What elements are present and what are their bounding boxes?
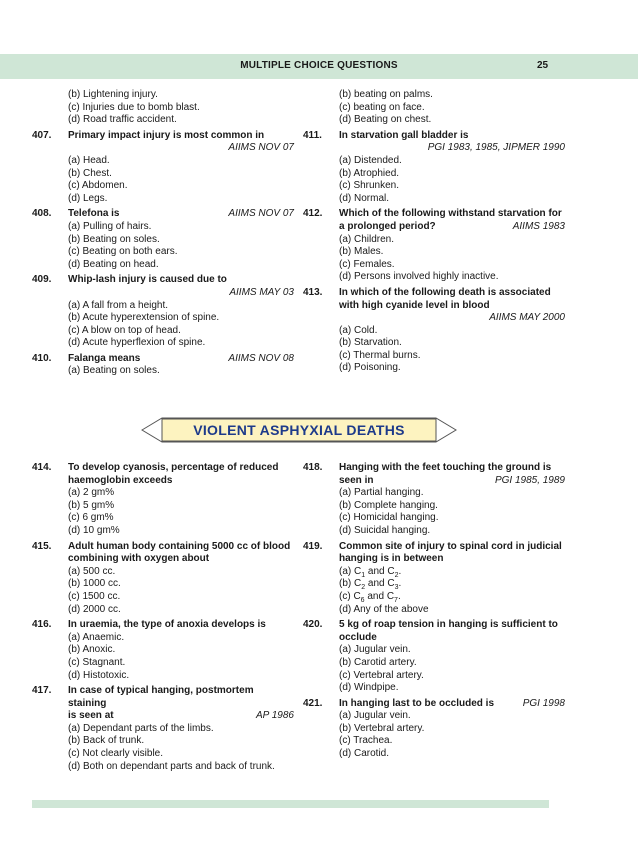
question-source: AIIMS MAY 2000 (489, 312, 565, 324)
question-412 (303, 208, 565, 284)
option: (c) Beating on both ears. (68, 246, 178, 258)
question-number: 420. (303, 619, 323, 631)
question-number: 415. (32, 540, 52, 552)
option: (a) A fall from a height. (68, 299, 169, 311)
option: (a) Beating on soles. (68, 365, 160, 377)
option: (c) Thermal burns. (339, 349, 421, 361)
question-408 (32, 208, 294, 271)
question-source: AIIMS NOV 07 (228, 142, 294, 154)
option: (b) Starvation. (339, 337, 402, 349)
option: (d) Windpipe. (339, 682, 399, 694)
option: (b) Vertebral artery. (339, 722, 425, 734)
question-number: 407. (32, 129, 52, 141)
question-419 (303, 541, 565, 617)
question-number: 417. (32, 685, 52, 697)
option: (a) Children. (339, 233, 395, 245)
question-text: In which of the following death is associated (339, 286, 551, 298)
option: (d) Beating on chest. (339, 114, 432, 126)
question-number: 412. (303, 208, 323, 220)
question-418 (303, 462, 565, 538)
option: (c) Abdomen. (68, 180, 128, 192)
option: (b) Acute hyperextension of spine. (68, 312, 220, 324)
top-left-column (32, 89, 294, 378)
option: (b) Chest. (68, 167, 112, 179)
option: (c) Shrunken. (339, 180, 400, 192)
option: (d) Both on dependant parts and back of trunk. (68, 760, 275, 772)
option: (a) Jugular vein. (339, 710, 411, 722)
section-banner (140, 416, 458, 444)
option: (b) Anoxic. (68, 644, 116, 656)
option: (a) $C_1$ and $C_2$. (339, 565, 402, 579)
option: (d) Poisoning. (339, 362, 401, 374)
option: (b) Males. (339, 246, 384, 258)
question-number: 421. (303, 697, 323, 709)
question-text: Hanging with the feet touching the ground is (339, 462, 552, 473)
option: (c) Injuries due to bomb blast. (68, 101, 200, 113)
question-number: 408. (32, 208, 52, 220)
question-source: PGI 1998 (522, 697, 565, 709)
option: (d) Road traffic accident. (68, 114, 177, 126)
option: (a) 2 gm% (68, 487, 115, 499)
option: (b) Beating on soles. (68, 233, 160, 245)
question-text: Falanga means (68, 352, 141, 364)
option: (c) A blow on top of head. (68, 324, 181, 336)
question-text: Whip-lash injury is caused due to (68, 274, 227, 286)
option: (a) 500 cc. (68, 565, 116, 577)
question-text: Common site of injury to spinal cord in judicial (339, 540, 562, 552)
option: (c) Trachea. (339, 735, 393, 747)
option: (b) beating on palms. (339, 89, 433, 100)
question-text: 5 kg of roap tension in hanging is sufficient to (339, 619, 558, 631)
option: (a) Partial hanging. (339, 487, 424, 499)
option: (c) Vertebral artery. (339, 669, 424, 681)
bottom-right-column (303, 462, 565, 761)
question-number: 410. (32, 352, 52, 364)
option: (b) $C_2$ and $C_3$. (339, 578, 402, 592)
question-number: 419. (303, 540, 323, 552)
question-text: In starvation gall bladder is (339, 129, 469, 141)
option: (b) 1000 cc. (68, 578, 121, 590)
question-410 (32, 353, 294, 378)
question-text: Telefona is (68, 208, 120, 220)
option: (b) Back of trunk. (68, 735, 145, 747)
option: (b) Complete hanging. (339, 499, 438, 511)
question-416 (32, 619, 294, 682)
option: (d) Carotid. (339, 748, 390, 760)
option: (c) $C_6$ and $C_7$. (339, 590, 401, 604)
question-number: 416. (32, 619, 52, 631)
question-text-continued: haemoglobin exceeds (68, 474, 173, 486)
question-source: AIIMS NOV 08 (228, 352, 294, 364)
question-text: Which of the following withstand starvation for (339, 208, 562, 220)
question-text: In uraemia, the type of anoxia develops is (68, 619, 266, 631)
question-413 (303, 287, 565, 375)
option: (d) Any of the above (339, 603, 429, 615)
option: (d) Suicidal hanging. (339, 524, 431, 536)
option: (c) Stagnant. (68, 656, 126, 668)
question-source: PGI 1985, 1989 (494, 474, 565, 486)
option: (a) Anaemic. (68, 631, 125, 643)
option: (d) Persons involved highly inactive. (339, 271, 499, 283)
question-421 (303, 698, 565, 761)
option: (a) Cold. (339, 324, 378, 336)
question-number: 411. (303, 129, 322, 141)
option: (c) 1500 cc. (68, 590, 121, 602)
question-407 (32, 130, 294, 206)
option: (d) 2000 cc. (68, 603, 121, 615)
option: (b) 5 gm% (68, 499, 115, 511)
question-417 (32, 685, 294, 773)
option: (c) 6 gm% (68, 512, 114, 524)
question-text: Primary impact injury is most common in (68, 129, 265, 141)
question-420 (303, 619, 565, 695)
option: (d) 10 gm% (68, 524, 120, 536)
option: (d) Acute hyperflexion of spine. (68, 337, 206, 349)
option: (c) beating on face. (339, 101, 425, 113)
question-409 (32, 274, 294, 350)
question-text: In case of typical hanging, postmortem staining (68, 685, 254, 709)
footer-band (32, 800, 549, 808)
question-text-continued: hanging is in between (339, 553, 444, 565)
question-text-continued: occlude (339, 631, 377, 643)
question-414 (32, 462, 294, 538)
question-source: AP 1986 (256, 710, 294, 722)
option: (a) Pulling of hairs. (68, 220, 152, 232)
question-text-continued: a prolonged period? (339, 220, 436, 232)
option: (d) Normal. (339, 192, 390, 204)
question-text-continued: with high cyanide level in blood (339, 299, 490, 311)
question-text: Adult human body containing 5000 cc of blood (68, 540, 291, 552)
question-source: AIIMS NOV 07 (228, 208, 294, 220)
question-text-continued: combining with oxygen about (68, 553, 210, 565)
question-number: 413. (303, 286, 323, 298)
section-title: VIOLENT ASPHYXIAL DEATHS (193, 422, 405, 438)
option: (c) Females. (339, 258, 395, 270)
question-415 (32, 541, 294, 617)
running-header-title: MULTIPLE CHOICE QUESTIONS (240, 60, 398, 71)
bottom-left-column (32, 462, 294, 773)
question-source: PGI 1983, 1985, JIPMER 1990 (427, 142, 565, 154)
continued-options (303, 89, 565, 127)
question-number: 418. (303, 462, 323, 473)
option: (b) Atrophied. (339, 167, 400, 179)
continued-options (32, 89, 294, 127)
option: (a) Head. (68, 154, 110, 166)
question-source: AIIMS MAY 03 (229, 286, 294, 298)
question-text-continued: is seen at (68, 710, 114, 722)
question-text-continued: seen in (339, 474, 374, 486)
question-source: AIIMS 1983 (512, 220, 565, 232)
option: (c) Homicidal hanging. (339, 512, 439, 524)
option: (d) Histotoxic. (68, 669, 130, 681)
option: (b) Carotid artery. (339, 656, 417, 668)
question-text: In hanging last to be occluded is (339, 697, 495, 709)
option: (a) Jugular vein. (339, 644, 411, 656)
question-411 (303, 130, 565, 206)
option: (c) Not clearly visible. (68, 748, 164, 760)
option: (d) Legs. (68, 192, 108, 204)
option: (d) Beating on head. (68, 258, 159, 270)
option: (b) Lightening injury. (68, 89, 158, 100)
option: (a) Dependant parts of the limbs. (68, 722, 214, 734)
page-number: 25 (537, 60, 549, 71)
question-number: 414. (32, 462, 52, 473)
option: (a) Distended. (339, 154, 402, 166)
question-number: 409. (32, 274, 52, 286)
top-right-column (303, 89, 565, 375)
question-text: To develop cyanosis, percentage of reduced (68, 462, 279, 473)
